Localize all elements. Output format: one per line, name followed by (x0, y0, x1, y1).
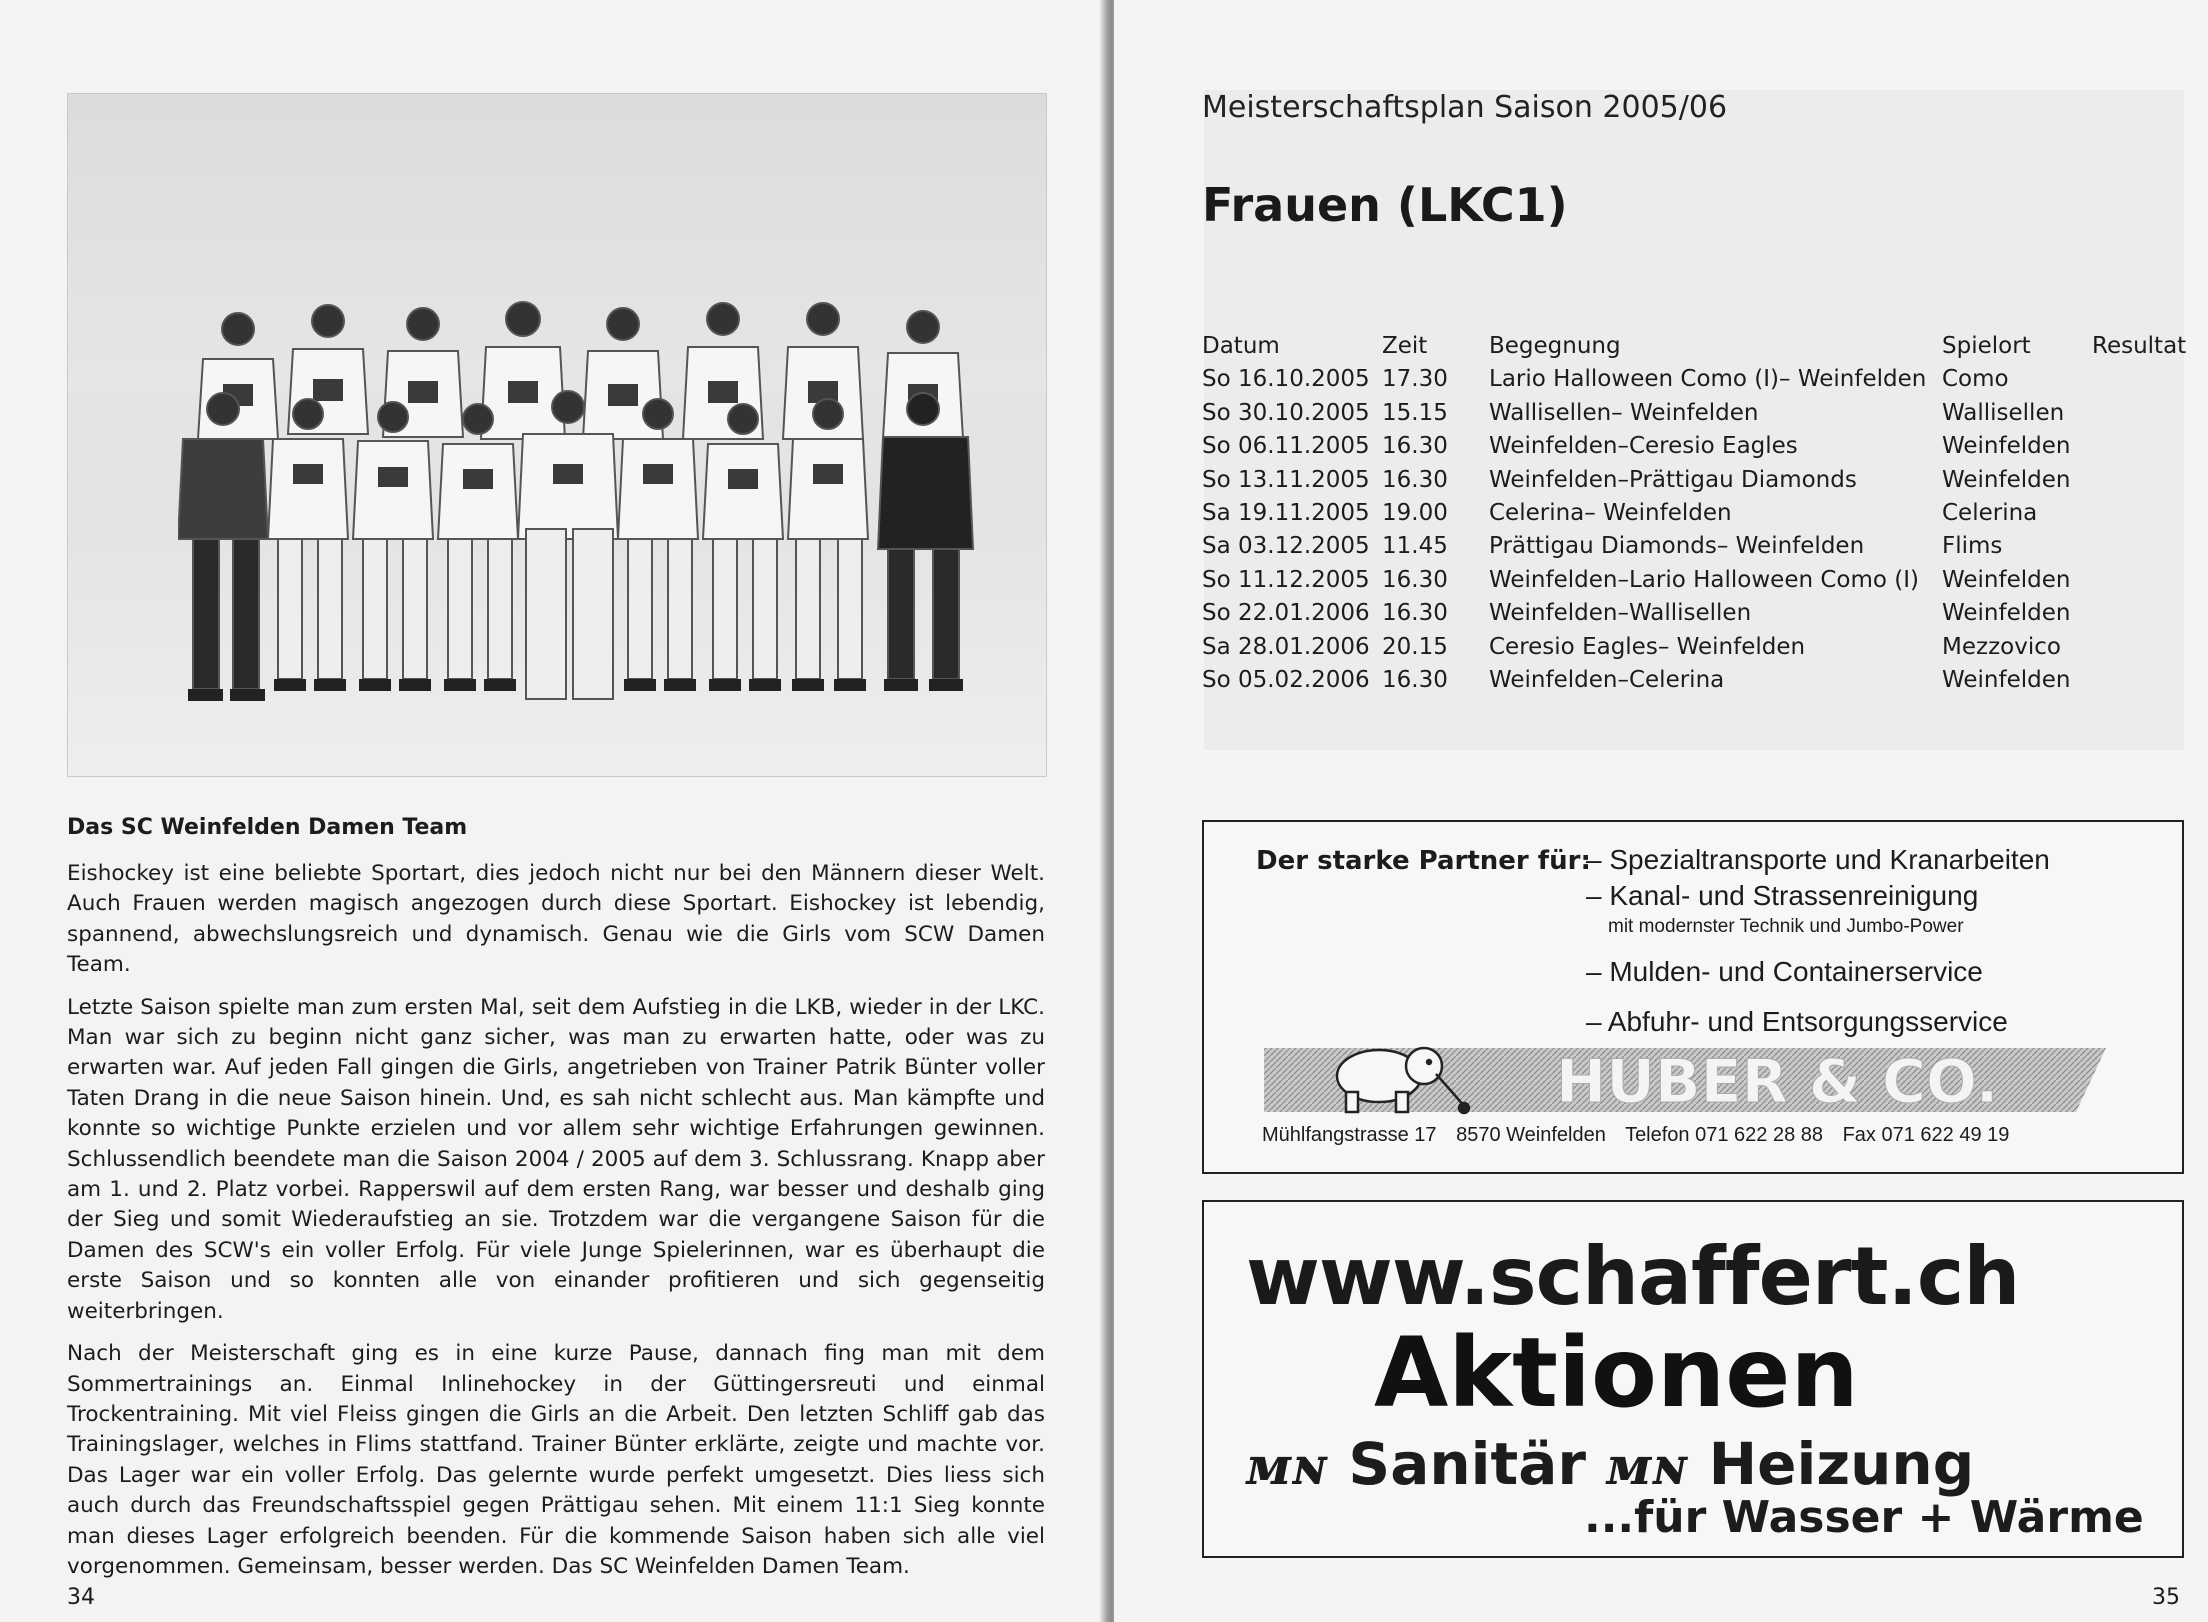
schaffert-url: www.schaffert.ch (1246, 1230, 2020, 1323)
cell-begegnung: Celerina– Weinfelden (1489, 499, 1732, 526)
cell-zeit: 15.15 (1382, 399, 1448, 426)
article-paragraph: Letzte Saison spielte man zum ersten Mal, seit dem Aufstieg in die LKB, wieder in der LKC. Man war sich zu beginn nicht ganz sicher, was man zu erwarten hatte, oder was zu erwarten war. Auf jeden Fall gingen die Girls, angetrieben von Trainer Patrik Bünter voller Taten Drang in die neue Saison hinein. Und, es sah nicht schlecht aus. Man kämpfte und konnte so wichtige Punkte erzielen und vor allem sehr wichtige Erfahrungen gewinnen. Schlussendlich beendete man die Saison 2004 / 2005 auf dem 3. Schlussrang. Knapp aber am 1. und 2. Platz vorbei. Rapperswil auf dem ersten Rang, war besser und deshalb ging der Sieg und somit Wiederaufstieg an sie. Trotzdem war die vergangene Saison für die Damen des SCW's ein voller Erfolg. Für viele Junge Spielerinnen, war es überhaupt die erste Saison und so konnten alle von einander profitieren und sich gegenseitig weiterbringen. (67, 994, 1045, 1324)
cell-begegnung: Weinfelden–Wallisellen (1489, 600, 1752, 627)
article-paragraph: Eishockey ist eine beliebte Sportart, dies jedoch nicht nur bei den Männern dieser Welt. Auch Frauen werden magisch angezogen durch diese Sportart. Eishockey ist lebendig, spannend, abwechslungsreich und dynamisch. Genau wie die Girls vom SCW Damen Team. (67, 861, 1045, 978)
huber-logo (1264, 1044, 2106, 1116)
header-begegnung: Begegnung (1489, 333, 1621, 359)
team-figures (178, 289, 1047, 759)
cell-spielort: Mezzovico (1942, 633, 2061, 660)
plan-title: Meisterschaftsplan Saison 2005/06 (1202, 90, 1728, 125)
cell-datum: Sa 19.11.2005 (1202, 499, 1370, 526)
cell-begegnung: Lario Halloween Como (I)– Weinfelden (1489, 366, 1927, 393)
cell-zeit: 20.15 (1382, 633, 1448, 660)
huber-label: Der starke Partner für: (1256, 846, 1591, 876)
schaffert-services (1246, 1430, 1974, 1498)
huber-services (1586, 842, 2050, 1040)
schaffert-word-sanitaer: Sanitär (1348, 1430, 1586, 1498)
cell-datum: So 30.10.2005 (1202, 399, 1370, 426)
schaffert-mark-icon: ᴍɴ (1246, 1436, 1329, 1497)
league-title: Frauen (LKC1) (1202, 178, 1568, 232)
cell-spielort: Celerina (1942, 499, 2038, 526)
page-number-right: 35 (2152, 1585, 2180, 1610)
header-spielort: Spielort (1942, 333, 2031, 359)
page-number-left: 34 (67, 1585, 95, 1610)
cell-zeit: 16.30 (1382, 600, 1448, 627)
cell-zeit: 17.30 (1382, 366, 1448, 393)
cell-spielort: Weinfelden (1942, 600, 2071, 627)
header-datum: Datum (1202, 333, 1280, 359)
cell-begegnung: Prättigau Diamonds– Weinfelden (1489, 533, 1865, 560)
huber-city: 8570 Weinfelden (1456, 1124, 1606, 1146)
cell-spielort: Flims (1942, 533, 2003, 560)
cell-datum: So 06.11.2005 (1202, 433, 1370, 460)
huber-fax: Fax 071 622 49 19 (1842, 1124, 2010, 1146)
team-photo (67, 93, 1047, 777)
cell-datum: Sa 28.01.2006 (1202, 633, 1370, 660)
ad-schaffert (1202, 1200, 2184, 1558)
cell-begegnung: Weinfelden–Ceresio Eagles (1489, 433, 1798, 460)
cell-spielort: Weinfelden (1942, 566, 2071, 593)
article-paragraph: Nach der Meisterschaft ging es in eine kurze Pause, dannach fing man mit dem Sommertrainings an. Einmal Inlinehockey in der Güttingersreuti und einmal Trockentraining. Mit viel Fleiss gingen die Girls an die Arbeit. Den letzten Schliff gab das Trainingslager, welches in Flims stattfand. Trainer Bünter erklärte, zeigte und machte vor. Das Lager war ein voller Erfolg. Das gelernte wurde perfekt umgesetzt. Dies liess sich auch durch das Freundschaftsspiel gegen Prättigau sehen. Mit einem 11:1 Sieg konnte man dieses Lager erfolgreich beenden. Für die kommende Saison haben sich alle viel vorgenommen. Gemeinsam, besser werden. Das SC Weinfelden Damen Team. (67, 1341, 1045, 1579)
cell-datum: So 11.12.2005 (1202, 566, 1370, 593)
cell-spielort: Weinfelden (1942, 433, 2071, 460)
ad-huber (1202, 820, 2184, 1174)
huber-address: Mühlfangstrasse 17 (1262, 1124, 1437, 1146)
cell-zeit: 16.30 (1382, 566, 1448, 593)
huber-phone: Telefon 071 622 28 88 (1625, 1124, 1824, 1146)
header-resultat: Resultat (2092, 333, 2187, 359)
cell-spielort: Como (1942, 366, 2009, 393)
schaffert-word-heizung: Heizung (1708, 1430, 1975, 1498)
service-item: – Mulden- und Containerservice (1586, 956, 1983, 987)
cell-zeit: 16.30 (1382, 433, 1448, 460)
cell-zeit: 16.30 (1382, 666, 1448, 693)
cell-datum: So 22.01.2006 (1202, 600, 1370, 627)
cell-spielort: Weinfelden (1942, 666, 2071, 693)
cell-zeit: 11.45 (1382, 533, 1448, 560)
service-item: – Kanal- und Strassenreinigung (1586, 880, 1979, 911)
cell-begegnung: Weinfelden–Prättigau Diamonds (1489, 466, 1857, 493)
cell-begegnung: Weinfelden–Celerina (1489, 666, 1725, 693)
huber-contact (1262, 1124, 2023, 1147)
service-note: mit modernster Technik und Jumbo-Power (1608, 916, 1964, 937)
cell-begegnung: Wallisellen– Weinfelden (1489, 399, 1759, 426)
header-zeit: Zeit (1382, 333, 1428, 359)
huber-brand: HUBER & CO. (1556, 1047, 1999, 1116)
cell-spielort: Weinfelden (1942, 466, 2071, 493)
schaffert-headline: Aktionen (1374, 1317, 1859, 1429)
cell-zeit: 16.30 (1382, 466, 1448, 493)
cell-datum: So 13.11.2005 (1202, 466, 1370, 493)
cell-spielort: Wallisellen (1942, 399, 2065, 426)
article-body (67, 859, 1045, 1594)
cell-datum: So 16.10.2005 (1202, 366, 1370, 393)
schaffert-tagline: ...für Wasser + Wärme (1584, 1492, 2144, 1543)
cell-datum: So 05.02.2006 (1202, 666, 1370, 693)
cell-begegnung: Ceresio Eagles– Weinfelden (1489, 633, 1806, 660)
cell-datum: Sa 03.12.2005 (1202, 533, 1370, 560)
service-item: – Spezialtransporte und Kranarbeiten (1586, 844, 2050, 875)
article-title: Das SC Weinfelden Damen Team (67, 815, 468, 840)
right-page (1114, 0, 2208, 1622)
cell-zeit: 19.00 (1382, 499, 1448, 526)
service-item: – Abfuhr- und Entsorgungsservice (1586, 1006, 2008, 1037)
cell-begegnung: Weinfelden–Lario Halloween Como (I) (1489, 566, 1920, 593)
schaffert-mark-icon: ᴍɴ (1606, 1436, 1689, 1497)
